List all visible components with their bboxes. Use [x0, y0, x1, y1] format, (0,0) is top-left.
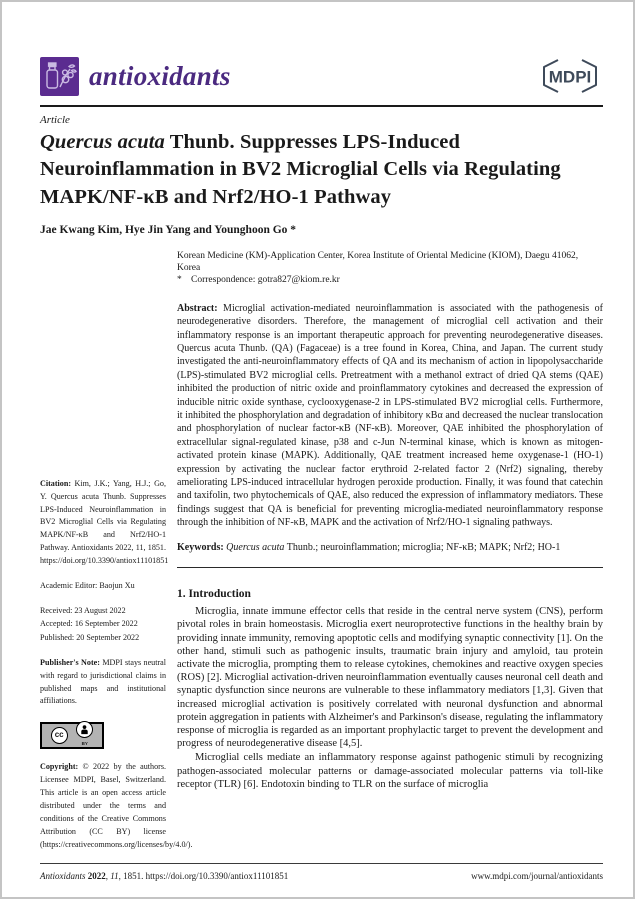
footer-year: 2022 — [87, 871, 106, 881]
affiliation-line: Korean Medicine (KM)-Application Center, Korea Institute of Oriental Medicine (KIOM), Daegu 41062, Korea — [177, 250, 579, 274]
footer-volume: 11 — [110, 871, 119, 881]
keywords-divider-rule — [177, 567, 603, 568]
page-footer — [40, 863, 603, 881]
by-label: BY — [81, 741, 88, 747]
footer-article-number: , 1851. — [118, 871, 146, 881]
citation-label: Citation: — [40, 478, 75, 488]
copyright-text: © 2022 by the authors. Licensee MDPI, Basel, Switzerland. This article is an open access article distributed under the terms and conditions of the Creative Commons Attribution (CC BY) license (https://creativecommons.org/licenses/by/4.0/). — [40, 762, 193, 849]
by-attribution-wrap — [76, 721, 93, 751]
introduction-paragraph-2: Microglial cells mediate an inflammatory response against pathogenic stimuli by recognizing pathogen-associated molecular patterns or damage-associated molecular patterns via toll-like receptor (TLR) [6]. Endotoxin binding to TLR on the surface of microglia — [177, 752, 603, 790]
authors-line: Jae Kwang Kim, Hye Jin Yang and Younghoon Go * — [40, 223, 297, 236]
publishers-note-text: MDPI stays neutral with regard to jurisdictional claims in published maps and institutional affiliations. — [40, 657, 166, 706]
introduction-paragraph-1: Microglia, innate immune effector cells that reside in the central nerve system (CNS), perform pivotal roles in brain homeostasis. Microglia exert neuroprotective functions in the healthy brain by providing innate immunity, removing apoptotic cells and modifying synaptic connectivity [1]. On the other hand, stimuli such as pathogenic insults, traumatic brain injury and amyloid, tau protein activate the microglia, prompting them to release cytokines, chemokines and reactive oxygen species (ROS) [2]. Microglial activation-driven neuroinflammation eventually causes neuronal cell death and synaptic dysfunction since neurons are vulnerable to these inflammatory mediators [1,3]. Given that increased microglial activation is positively correlated with neuronal dysfunction and abnormal protein aggregation in patients with Alzheimer's and Parkinson's disease, regulating the inflammatory response of microglia is regarded as an important prophylactic target to prevent the development and progress of neurodegenerative disease [4,5]. — [177, 606, 604, 750]
sidebar-meta-column — [40, 478, 193, 864]
journal-name: antioxidants — [89, 60, 231, 91]
correspondence-email-link[interactable]: gotra827@kiom.re.kr — [257, 275, 340, 286]
accepted-date: Accepted: 16 September 2022 — [40, 619, 138, 629]
keywords-line — [177, 541, 603, 554]
footer-journal-name: Antioxidants — [40, 871, 88, 881]
journal-header — [40, 56, 603, 96]
title-rest: Thunb. Suppresses LPS-Induced Neuroinflammation in BV2 Microglial Cells via Regulating MAPK/NF-κB and Nrf2/HO-1 Pathway — [40, 131, 561, 208]
cc-icon: cc — [51, 727, 68, 744]
title-species-italic: Quercus acuta — [40, 131, 165, 153]
abstract-label: Abstract: — [177, 302, 224, 314]
keywords-rest: Thunb.; neuroinflammation; microglia; NF-κB; MAPK; Nrf2; HO-1 — [284, 541, 561, 553]
mdpi-logo-text: MDPI — [548, 67, 592, 87]
keywords-label: Keywords: — [177, 541, 227, 553]
footer-doi-link[interactable]: https://doi.org/10.3390/antiox11101851 — [145, 871, 289, 881]
correspondence-marker: * — [177, 275, 182, 286]
publishers-note-label: Publisher's Note: — [40, 657, 103, 667]
received-date: Received: 23 August 2022 — [40, 606, 126, 615]
abstract-paragraph — [177, 302, 603, 530]
abstract-text: Microglial activation-mediated neuroinflammation is associated with the pathogenesis of neurodegenerative disorders. Therefore, the management of microglial cell activation and their inflammatory response is an important therapeutic approach for preventing neurodegenerative diseases. Quercus acuta Thunb. (QA) (Fagaceae) is a tree found in Korea, China, and Japan. The current study investigated the anti-neuroinflammatory effects of QA and its mechanism of action in lipopolysaccharide (LPS)-stimulated BV2 microglial cells. Pretreatment with a methanol extract of dried QA stems (QAE) inhibited the production of nitric oxide and proinflammatory cytokines and decreased the expression of inducible nitric oxide synthase, cyclooxygenase-2 in LPS-stimulated BV2 microglial cells. Furthermore, it inhibited the phosphorylation and degradation of inhibitory κBα and decreased the nuclear translocation and phosphorylation of nuclear factor-κB (NF-κB). Moreover, QAE inhibited the phosphorylation of extracellular signal-regulated kinase, p38 and c-Jun N-terminal kinase, which is known as mitogen-activated protein kinase (MAPK). Additionally, QAE treatment increased heme oxygenase-1 (HO-1) expression by activating the nuclear factor erythroid 2-related factor 2 (Nrf2) signaling, thereby ameliorating LPS-induced intracellular hydrogen peroxide production. Finally, it was found that catechin and taxifolin, two phytochemicals of QAE, also reduced the expression of inflammatory mediators. These findings suggest that QA is beneficial for preventing microglia-mediated neuroinflammatory response through the inhibition of NF-κB, MAPK and the activation of Nrf2/HO-1 signaling pathways. — [177, 302, 604, 529]
academic-editor-line: Academic Editor: Baojun Xu — [40, 581, 135, 591]
article-dates — [40, 605, 166, 645]
keywords-species-italic: Quercus acuta — [226, 541, 285, 553]
mdpi-logo — [537, 56, 603, 96]
header-rule — [40, 105, 603, 107]
correspondence-text — [191, 274, 340, 286]
footer-citation — [40, 871, 288, 881]
cc-by-license-badge[interactable] — [40, 722, 104, 749]
footer-separator: , — [105, 871, 111, 881]
person-attribution-icon — [76, 721, 93, 738]
main-column — [177, 250, 603, 791]
journal-brand — [40, 57, 231, 96]
publishers-note — [40, 657, 166, 709]
citation-block — [40, 478, 169, 568]
published-date: Published: 20 September 2022 — [40, 632, 140, 642]
page-title — [40, 129, 603, 211]
copyright-label: Copyright: — [40, 762, 83, 772]
citation-text: Kim, J.K.; Yang, H.J.; Go, Y. Quercus acuta Thunb. Suppresses LPS-Induced Neuroinflammation in BV2 Microglial Cells via Regulating MAPK/NF-κB and Nrf2/HO-1 Pathway. Antioxidants 2022, 11, 1851. https://doi.org/10.3390/antiox11101851 — [40, 478, 169, 566]
introduction-heading: 1. Introduction — [177, 588, 251, 601]
correspondence-line — [177, 274, 603, 286]
footer-journal-url-link[interactable]: www.mdpi.com/journal/antioxidants — [471, 871, 603, 881]
antioxidants-journal-logo-icon — [40, 57, 79, 96]
copyright-note — [40, 761, 193, 851]
article-type-label: Article — [40, 114, 70, 126]
correspondence-label: Correspondence: — [191, 275, 258, 286]
